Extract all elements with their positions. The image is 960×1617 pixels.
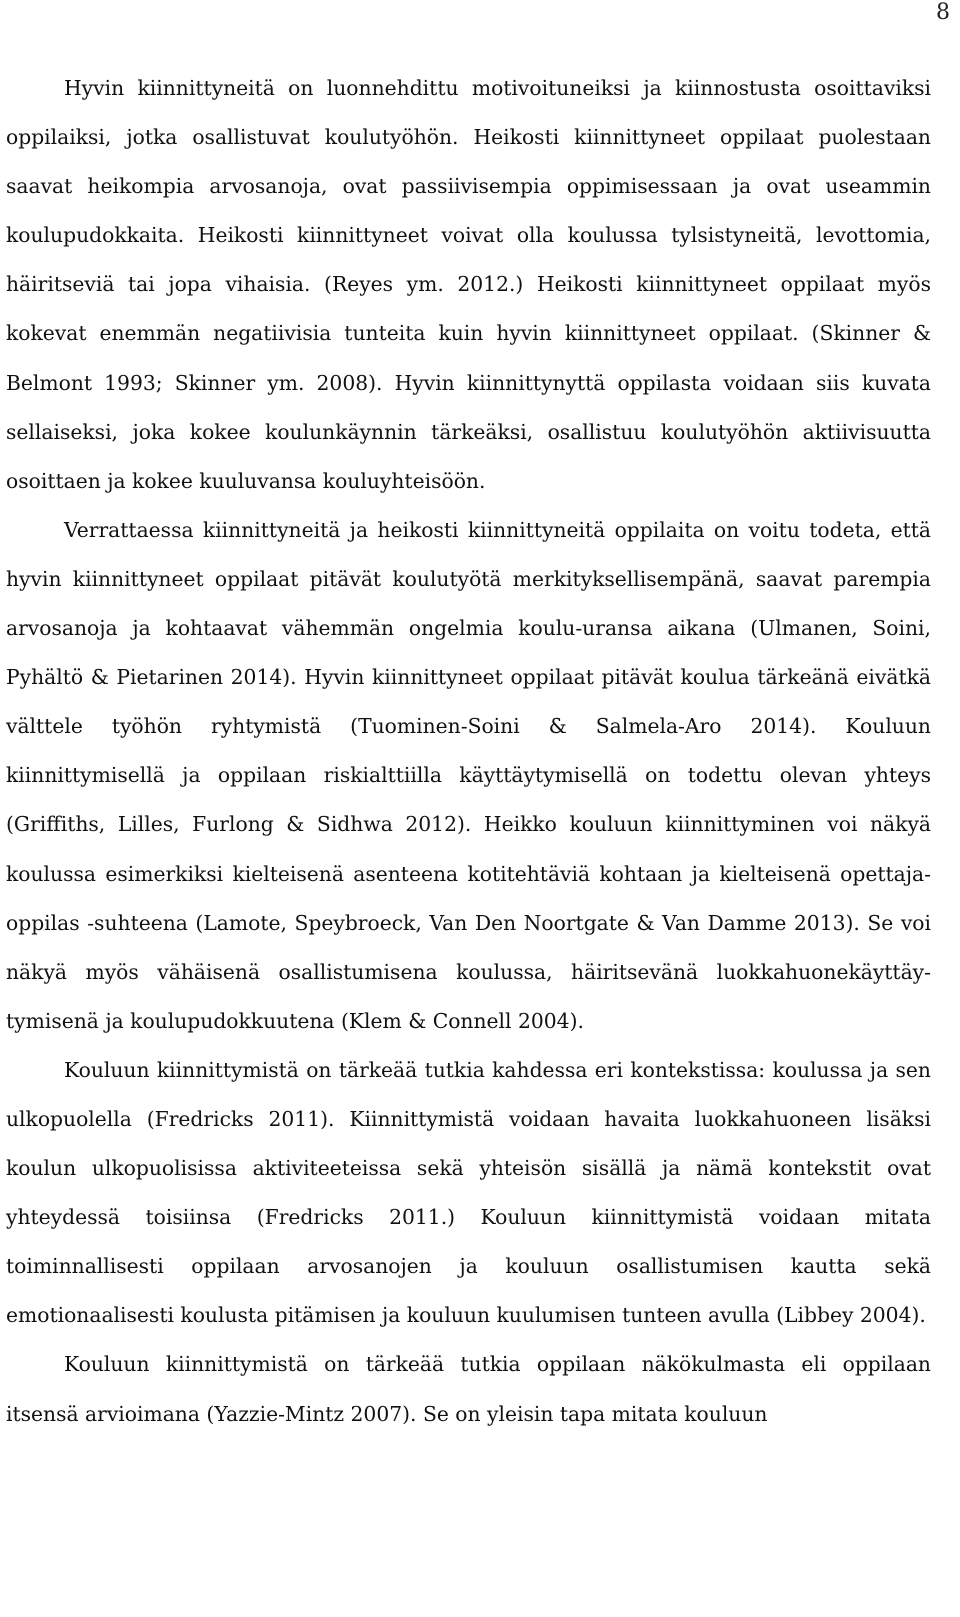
page-number: 8 bbox=[936, 0, 950, 25]
body-text bbox=[6, 64, 931, 1439]
paragraph-4: Kouluun kiinnittymistä on tärkeää tutkia oppilaan näkökulmasta eli oppilaan itsensä arvioimana (Yazzie-Mintz 2007). Se on yleisin tapa mitata kouluun bbox=[6, 1352, 931, 1426]
paragraph-2: Verrattaessa kiinnittyneitä ja heikosti kiinnittyneitä oppilaita on voitu todeta, että hyvin kiinnittyneet oppilaat pitävät koulutyötä merkityksellisempänä, saavat parempia arvosanoja ja kohtaavat vähemmän ongelmia koulu-uransa aikana (Ulmanen, Soini, Pyhältö & Pietarinen 2014). Hyvin kiinnittyneet oppilaat pitävät koulua tärkeänä eivätkä välttele työhön ryhtymistä (Tuominen-Soini & Salmela-Aro 2014). Kouluun kiinnittymisellä ja oppilaan riskialttiilla käyttäytymisellä on todettu olevan yhteys (Griffiths, Lilles, Furlong & Sidhwa 2012). Heikko kouluun kiinnittyminen voi näkyä koulussa esimerkiksi kielteisenä asenteena kotitehtäviä kohtaan ja kielteisenä opettaja-oppilas -suhteena (Lamote, Speybroeck, Van Den Noortgate & Van Damme 2013). Se voi näkyä myös vähäisenä osallistumisena koulussa, häiritsevänä luokkahuonekäyttäytymisenä ja koulupudokkuutena (Klem & Connell 2004). bbox=[6, 517, 931, 1033]
paragraph-3: Kouluun kiinnittymistä on tärkeää tutkia kahdessa eri kontekstissa: koulussa ja sen ulkopuolella (Fredricks 2011). Kiinnittymistä voidaan havaita luokkahuoneen lisäksi koulun ulkopuolisissa aktiviteeteissa sekä yhteisön sisällä ja nämä kontekstit ovat yhteydessä toisiinsa (Fredricks 2011.) Kouluun kiinnittymistä voidaan mitata toiminnallisesti oppilaan arvosanojen ja kouluun osallistumisen kautta sekä emotionaalisesti koulusta pitämisen ja kouluun kuulumisen tunteen avulla (Libbey 2004). bbox=[6, 1057, 931, 1328]
paragraph-1: Hyvin kiinnittyneitä on luonnehdittu motivoituneiksi ja kiinnostusta osoittaviksi oppilaiksi, jotka osallistuvat koulutyöhön. Heikosti kiinnittyneet oppilaat puolestaan saavat heikompia arvosanoja, ovat passiivisempia oppimisessaan ja ovat useammin koulupudokkaita. Heikosti kiinnittyneet voivat olla koulussa tylsistyneitä, levottomia, häiritseviä tai jopa vihaisia. (Reyes ym. 2012.) Heikosti kiinnittyneet oppilaat myös kokevat enemmän negatiivisia tunteita kuin hyvin kiinnittyneet oppilaat. (Skinner & Belmont 1993; Skinner ym. 2008). Hyvin kiinnittynyttä oppilasta voidaan siis kuvata sellaiseksi, joka kokee koulunkäynnin tärkeäksi, osallistuu koulutyöhön aktiivisuutta osoittaen ja kokee kuuluvansa kouluyhteisöön. bbox=[6, 76, 931, 493]
